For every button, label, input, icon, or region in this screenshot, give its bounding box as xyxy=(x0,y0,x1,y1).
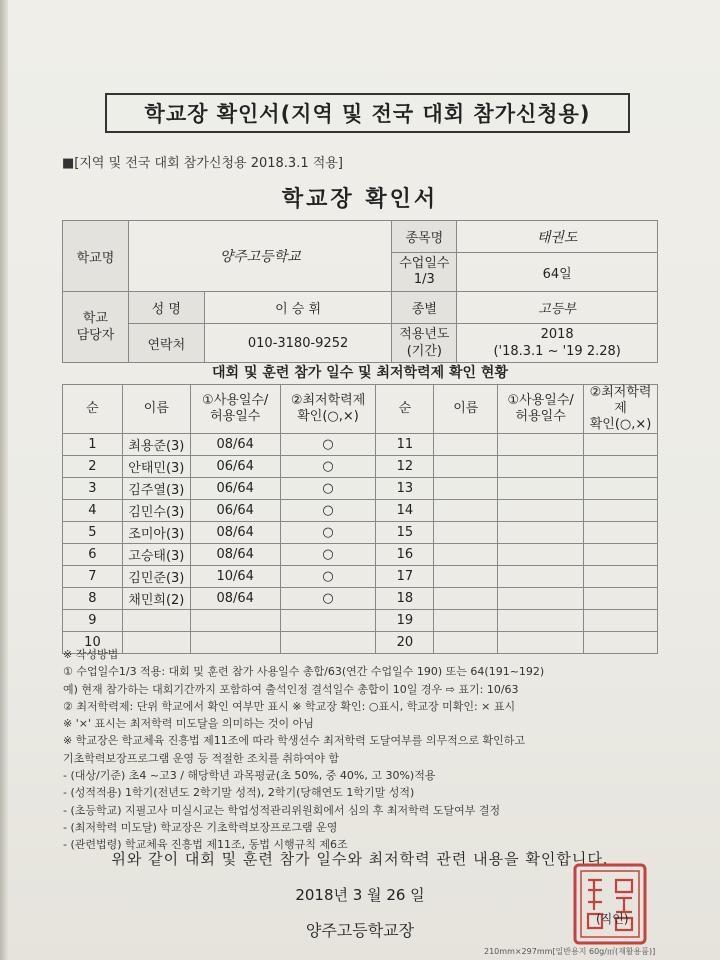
min-achievement-check-right xyxy=(584,566,658,588)
category-label: 종별 xyxy=(392,292,457,324)
period: ('18.3.1 ~ '19 2.28) xyxy=(493,344,621,359)
col-used-line1: ①사용일수/ xyxy=(202,393,269,408)
sport-value: 태권도 xyxy=(457,221,658,253)
teacher-label-line2: 담당자 xyxy=(76,328,115,343)
row-no: 1 xyxy=(63,434,123,456)
row-no: 10 xyxy=(63,632,123,654)
year-label-line2: (기간) xyxy=(406,344,442,359)
sport-label: 종목명 xyxy=(392,221,457,253)
student-name: 안태민(3) xyxy=(122,456,190,478)
used-days-right xyxy=(498,500,584,522)
student-name-right xyxy=(434,478,498,500)
table-header-row xyxy=(63,385,658,434)
instruction-line: - (관련법령) 학교체육 진흥법 제11조, 동법 시행규칙 제6조 xyxy=(63,838,348,852)
used-days: 06/64 xyxy=(190,456,280,478)
table-row xyxy=(63,500,658,522)
instruction-line: 기초학력보장프로그램 운영 등 적절한 조치를 취하여야 함 xyxy=(63,751,340,765)
instruction-line: ② 최저학력제: 단위 학교에서 확인 여부만 표시 ※ 학교장 확인: ○표시, 학교장 미확인: × 표시 xyxy=(63,699,516,713)
document-title: 학교장 확인서 xyxy=(281,187,439,212)
instructions xyxy=(63,646,663,854)
used-days: 08/64 xyxy=(190,522,280,544)
instruction-line: ① 수업일수1/3 적용: 대회 및 훈련 참가 사용일수 총합/63(연간 수업일수 190) 또는 64(191~192) xyxy=(63,665,545,679)
contact-label: 연락처 xyxy=(128,324,204,363)
student-name-right xyxy=(434,500,498,522)
student-name-right xyxy=(434,610,498,632)
student-name-right xyxy=(434,456,498,478)
row-no-right: 20 xyxy=(376,632,434,654)
student-name: 채민희(2) xyxy=(122,588,190,610)
min-achievement-check: ○ xyxy=(280,588,376,610)
min-achievement-check: ○ xyxy=(280,434,376,456)
instruction-line: - (성적적용) 1학기(전년도 2학기말 성적), 2학기(당해연도 1학기말 성적) xyxy=(63,786,415,800)
category-value: 고등부 xyxy=(457,292,658,324)
col-check xyxy=(280,385,376,434)
col-no-2: 순 xyxy=(376,385,434,434)
section-title: 대회 및 훈련 참가 일수 및 최저학력제 확인 현황 xyxy=(212,365,508,381)
min-achievement-check-right xyxy=(584,522,658,544)
col-used xyxy=(190,385,280,434)
row-no: 7 xyxy=(63,566,123,588)
used-days: 06/64 xyxy=(190,500,280,522)
contact-value: 010-3180-9252 xyxy=(204,324,392,363)
name-label: 성 명 xyxy=(128,292,204,324)
table-row xyxy=(63,522,658,544)
year-value xyxy=(457,324,658,363)
col-used-line2: 허용일수 xyxy=(210,409,261,424)
table-row xyxy=(63,610,658,632)
col-used-2 xyxy=(498,385,584,434)
instruction-line: - (초등학교) 지필고사 미실시교는 학업성적관리위원회에서 심의 후 최저학력 도달여부 결정 xyxy=(63,803,501,817)
year-label-line1: 적용년도 xyxy=(399,327,450,342)
school-label: 학교명 xyxy=(63,221,129,292)
min-achievement-check: ○ xyxy=(280,544,376,566)
col-check-line1: ②최저학력제 xyxy=(290,393,366,408)
used-days: 08/64 xyxy=(190,434,280,456)
min-achievement-check: ○ xyxy=(280,456,376,478)
instruction-line: - (최저학력 미도달) 학교장은 기초학력보장프로그램 운영 xyxy=(63,820,338,834)
table-row xyxy=(63,544,658,566)
min-achievement-check: ○ xyxy=(280,500,376,522)
min-achievement-check-right xyxy=(584,588,658,610)
table-row xyxy=(63,566,658,588)
used-days: 08/64 xyxy=(190,544,280,566)
issue-date: 2018년 3 월 26 일 xyxy=(295,886,425,904)
table-row xyxy=(63,456,658,478)
school-value: 양주고등학교 xyxy=(128,221,392,292)
form-version-note: ■[지역 및 전국 대회 참가신청용 2018.3.1 적용] xyxy=(62,156,343,171)
used-days: 10/64 xyxy=(190,566,280,588)
used-days: 08/64 xyxy=(190,588,280,610)
table-row xyxy=(63,588,658,610)
col-used-2-line1: ①사용일수/ xyxy=(507,393,574,408)
instruction-line: 예) 현재 참가하는 대회기간까지 포함하여 출석인정 결석일수 총합이 10일 경우 ⇨ 표기: 10/63 xyxy=(63,682,519,696)
student-name: 고승태(3) xyxy=(122,544,190,566)
min-achievement-check: ○ xyxy=(280,522,376,544)
instruction-line: ※ 학교장은 학교체육 진흥법 제11조에 따라 학생선수 최저학력 도달여부를 의무적으로 확인하고 xyxy=(63,734,525,748)
instruction-line: ※ '×' 표시는 최저학력 미도달을 의미하는 것이 아님 xyxy=(63,717,314,731)
student-name-right xyxy=(434,544,498,566)
student-name: 김민수(3) xyxy=(122,500,190,522)
year: 2018 xyxy=(540,327,574,342)
used-days-right xyxy=(498,434,584,456)
col-name: 이름 xyxy=(122,385,190,434)
row-no: 9 xyxy=(63,610,123,632)
row-no-right: 19 xyxy=(376,610,434,632)
used-days-right xyxy=(498,588,584,610)
student-name-right xyxy=(434,434,498,456)
student-name-right xyxy=(434,566,498,588)
header-title: 학교장 확인서(지역 및 전국 대회 참가신청용) xyxy=(105,93,630,133)
days-label-line1: 수업일수 xyxy=(399,256,450,271)
days-label xyxy=(392,253,457,292)
used-days-right xyxy=(498,566,584,588)
col-check-line2: 확인(○,×) xyxy=(297,409,359,424)
student-name-right xyxy=(434,588,498,610)
student-name: 조미아(3) xyxy=(122,522,190,544)
table-row xyxy=(63,478,658,500)
page-edge xyxy=(0,0,8,960)
min-achievement-check: ○ xyxy=(280,478,376,500)
row-no: 6 xyxy=(63,544,123,566)
teacher-name: 이 승 휘 xyxy=(204,292,392,324)
row-no-right: 15 xyxy=(376,522,434,544)
info-table xyxy=(62,220,658,363)
min-achievement-check-right xyxy=(584,456,658,478)
year-label xyxy=(392,324,457,363)
row-no: 3 xyxy=(63,478,123,500)
col-check-2 xyxy=(584,385,658,434)
row-no-right: 11 xyxy=(376,434,434,456)
row-no: 2 xyxy=(63,456,123,478)
paper-spec: 210mm×297mm[일반용지 60g/㎡(재활용품)] xyxy=(484,947,656,956)
col-check-2-line2: 확인(○,×) xyxy=(589,417,652,432)
used-days xyxy=(190,610,280,632)
teacher-label-line1: 학교 xyxy=(82,311,108,326)
row-no-right: 13 xyxy=(376,478,434,500)
used-days-right xyxy=(498,610,584,632)
col-no: 순 xyxy=(63,385,123,434)
days-value: 64일 xyxy=(457,253,658,292)
teacher-label xyxy=(63,292,129,363)
participation-table xyxy=(62,384,658,654)
official-seal xyxy=(572,862,648,946)
min-achievement-check xyxy=(280,610,376,632)
col-used-2-line2: 허용일수 xyxy=(515,409,566,424)
days-label-line2: 1/3 xyxy=(413,272,435,287)
row-no: 8 xyxy=(63,588,123,610)
min-achievement-check-right xyxy=(584,500,658,522)
student-name-right xyxy=(434,522,498,544)
student-name xyxy=(122,610,190,632)
row-no-right: 12 xyxy=(376,456,434,478)
principal-name: 양주고등학교장 xyxy=(305,921,415,940)
used-days-right xyxy=(498,478,584,500)
row-no-right: 16 xyxy=(376,544,434,566)
instruction-line: ※ 작성방법 xyxy=(63,648,119,661)
col-check-2-line1: ②최저학력제 xyxy=(589,385,652,416)
instruction-line: - (대상/기준) 초4 ~고3 / 해당학년 과목평균(초 50%, 중 40%, 고 30%)적용 xyxy=(63,769,436,783)
seal-mark: (직인) xyxy=(596,912,629,926)
student-name: 김민준(3) xyxy=(122,566,190,588)
row-no: 4 xyxy=(63,500,123,522)
min-achievement-check: ○ xyxy=(280,566,376,588)
used-days-right xyxy=(498,456,584,478)
table-row xyxy=(63,434,658,456)
student-name: 최용준(3) xyxy=(122,434,190,456)
closing-statement: 위와 같이 대회 및 훈련 참가 일수와 최저학력 관련 내용을 확인합니다. xyxy=(111,850,609,868)
used-days-right xyxy=(498,522,584,544)
student-name: 김주열(3) xyxy=(122,478,190,500)
min-achievement-check-right xyxy=(584,478,658,500)
col-name-2: 이름 xyxy=(434,385,498,434)
min-achievement-check-right xyxy=(584,544,658,566)
used-days-right xyxy=(498,544,584,566)
row-no-right: 18 xyxy=(376,588,434,610)
row-no: 5 xyxy=(63,522,123,544)
min-achievement-check-right xyxy=(584,610,658,632)
row-no-right: 14 xyxy=(376,500,434,522)
min-achievement-check-right xyxy=(584,434,658,456)
row-no-right: 17 xyxy=(376,566,434,588)
used-days: 06/64 xyxy=(190,478,280,500)
